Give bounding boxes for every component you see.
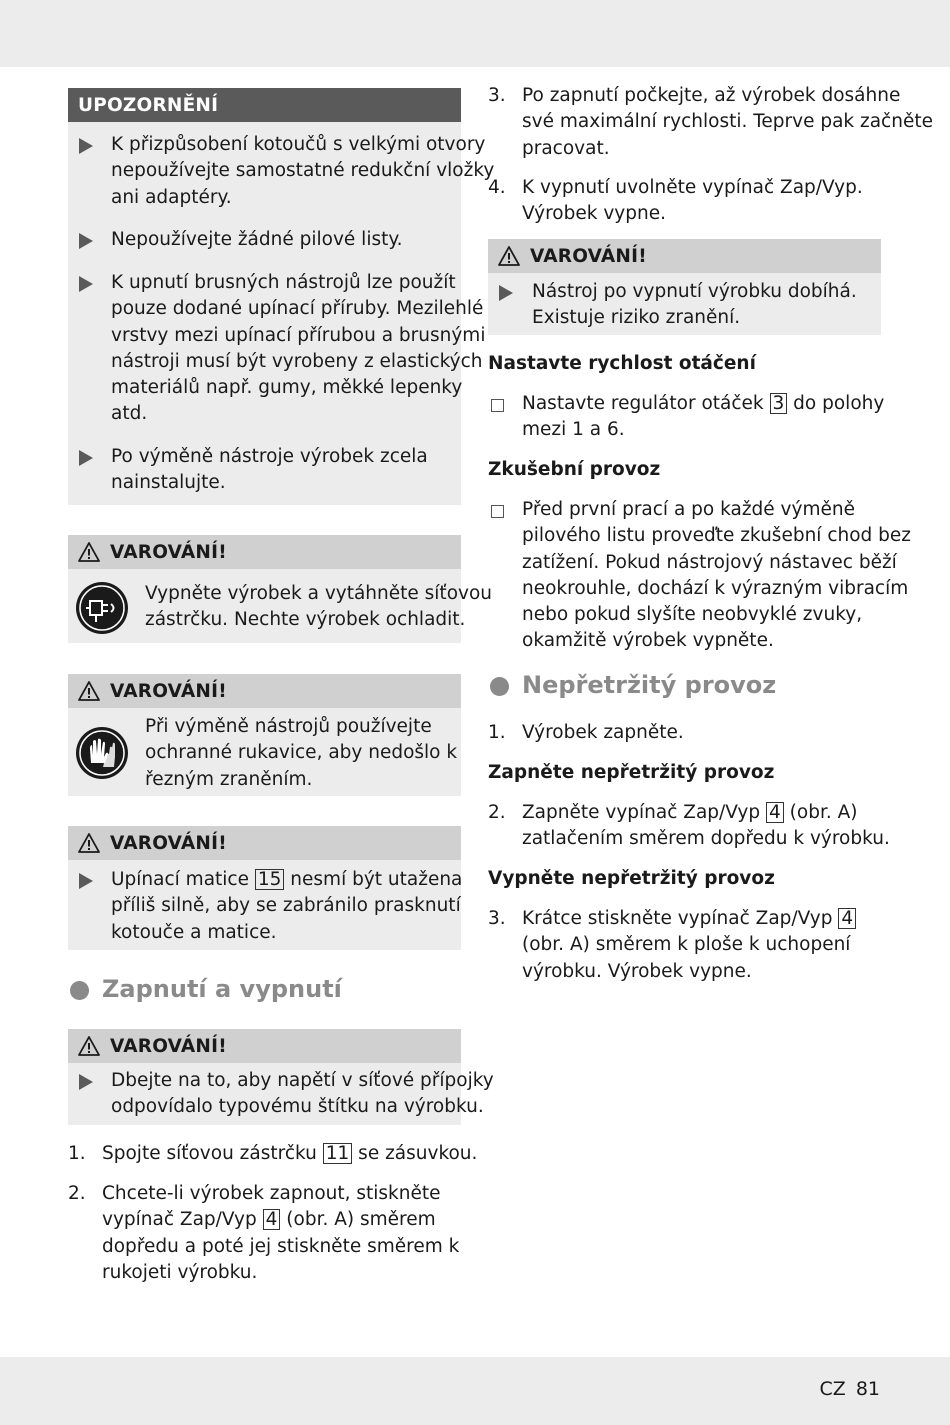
test-run-text: Před první prací a po každé výměně pilového listu proveďte zkušební chod bez zatížení. Pokud nástrojový nástavec běží neokrouhle, dochází k výrazným vibracím nebo pokud slyšíte neobvyklé zvuky, okamžitě výrobek vypněte. — [522, 499, 911, 652]
page-footer — [810, 1378, 880, 1400]
top-bar — [0, 0, 950, 67]
step-number: 3. — [488, 908, 506, 929]
triangle-bullet-icon — [79, 873, 93, 889]
warning-heading — [488, 239, 881, 273]
step-1-text: Spojte síťovou zástrčku 11 se zásuvkou. — [102, 1143, 478, 1164]
caution-heading — [68, 88, 461, 122]
subheading-test-run: Zkušební provoz — [488, 459, 661, 480]
step-number: 1. — [488, 722, 506, 743]
step-4-text: K vypnutí uvolněte vypínač Zap/Vyp. Výrobek vypne. — [522, 177, 863, 225]
checkbox-bullet-icon — [491, 505, 504, 518]
unplug-icon — [76, 582, 128, 634]
bottom-bar — [0, 1357, 950, 1425]
part-ref: 11 — [323, 1143, 353, 1164]
part-ref: 4 — [838, 908, 856, 929]
warning-triangle-icon — [78, 681, 100, 701]
step-3-text: Po zapnutí počkejte, až výrobek dosáhne své maximální rychlosti. Teprve pak začněte pracovat. — [522, 85, 933, 159]
warning-triangle-icon — [78, 833, 100, 853]
continuous-on-text: Zapněte vypínač Zap/Vyp 4 (obr. A) zatlačením směrem dopředu k výrobku. — [522, 802, 890, 850]
triangle-bullet-icon — [79, 276, 93, 292]
triangle-bullet-icon — [79, 233, 93, 249]
step-2-text: Chcete-li výrobek zapnout, stiskněte vypínač Zap/Vyp 4 (obr. A) směrem dopředu a poté jej stiskněte směrem k rukojeti výrobku. — [102, 1183, 460, 1283]
caution-item-1: K přizpůsobení kotoučů s velkými otvory nepoužívejte samostatné redukční vložky ani adaptéry. — [111, 134, 495, 208]
warning-nut-text: Upínací matice 15 nesmí být utažena příliš silně, aby se zabránilo prasknutí kotouče a matice. — [111, 869, 463, 943]
warning-triangle-icon — [498, 246, 520, 266]
warning-title: VAROVÁNÍ! — [530, 245, 647, 267]
warning-gloves-text: Při výměně nástrojů používejte ochranné rukavice, aby nedošlo k řezným zraněním. — [145, 716, 458, 790]
continuous-step-1-text: Výrobek zapněte. — [522, 722, 684, 743]
warning-heading — [68, 535, 461, 569]
warning-heading — [68, 1029, 461, 1063]
warning-heading — [68, 826, 461, 860]
caution-item-3: K upnutí brusných nástrojů lze použít pouze dodané upínací příruby. Mezilehlé vrstvy mezi upínací přírubou a brusnými nástroji musí být vyrobeny z elastických materiálů např. gumy, měkké lepenky atd. — [111, 272, 486, 425]
checkbox-bullet-icon — [491, 399, 504, 412]
page-number: 81 — [855, 1378, 880, 1400]
step-number: 4. — [488, 177, 506, 198]
warning-triangle-icon — [78, 542, 100, 562]
gloves-icon — [76, 727, 128, 779]
triangle-bullet-icon — [79, 138, 93, 154]
part-ref: 15 — [255, 869, 285, 890]
triangle-bullet-icon — [79, 1074, 93, 1090]
warning-title: VAROVÁNÍ! — [110, 680, 227, 702]
step-number: 2. — [68, 1183, 86, 1204]
triangle-bullet-icon — [79, 450, 93, 466]
caution-item-4: Po výměně nástroje výrobek zcela nainstalujte. — [111, 446, 428, 494]
part-ref: 4 — [263, 1209, 281, 1230]
step-number: 2. — [488, 802, 506, 823]
triangle-bullet-icon — [499, 285, 513, 301]
subheading-continuous-off: Vypněte nepřetržitý provoz — [488, 868, 775, 889]
warning-voltage-text: Dbejte na to, aby napětí v síťové přípojky odpovídalo typovému štítku na výrobku. — [111, 1070, 494, 1118]
section-bullet-icon — [490, 677, 509, 696]
warning-heading — [68, 674, 461, 708]
subheading-continuous-on: Zapněte nepřetržitý provoz — [488, 762, 775, 783]
section-bullet-icon — [70, 981, 89, 1000]
section-title-continuous: Nepřetržitý provoz — [522, 671, 777, 699]
warning-runout-text: Nástroj po vypnutí výrobku dobíhá. Existuje riziko zranění. — [532, 281, 857, 329]
step-number: 1. — [68, 1143, 86, 1164]
part-ref: 3 — [770, 393, 788, 414]
speed-text: Nastavte regulátor otáček 3 do polohy mezi 1 a 6. — [522, 393, 885, 441]
warning-title: VAROVÁNÍ! — [110, 832, 227, 854]
section-title-on-off: Zapnutí a vypnutí — [102, 975, 342, 1003]
continuous-off-text: Krátce stiskněte vypínač Zap/Vyp 4 (obr. A) směrem k ploše k uchopení výrobku. Výrobek vypne. — [522, 906, 856, 985]
step-number: 3. — [488, 85, 506, 106]
warning-title: VAROVÁNÍ! — [110, 1035, 227, 1057]
warning-title: VAROVÁNÍ! — [110, 541, 227, 563]
caution-item-2: Nepoužívejte žádné pilové listy. — [111, 229, 403, 250]
part-ref: 4 — [766, 802, 784, 823]
warning-triangle-icon — [78, 1036, 100, 1056]
caution-title: UPOZORNĚNÍ — [78, 94, 219, 116]
warning-unplug-text: Vypněte výrobek a vytáhněte síťovou zástrčku. Nechte výrobek ochladit. — [145, 583, 493, 631]
language-code: CZ — [819, 1378, 846, 1400]
subheading-speed: Nastavte rychlost otáčení — [488, 353, 756, 374]
